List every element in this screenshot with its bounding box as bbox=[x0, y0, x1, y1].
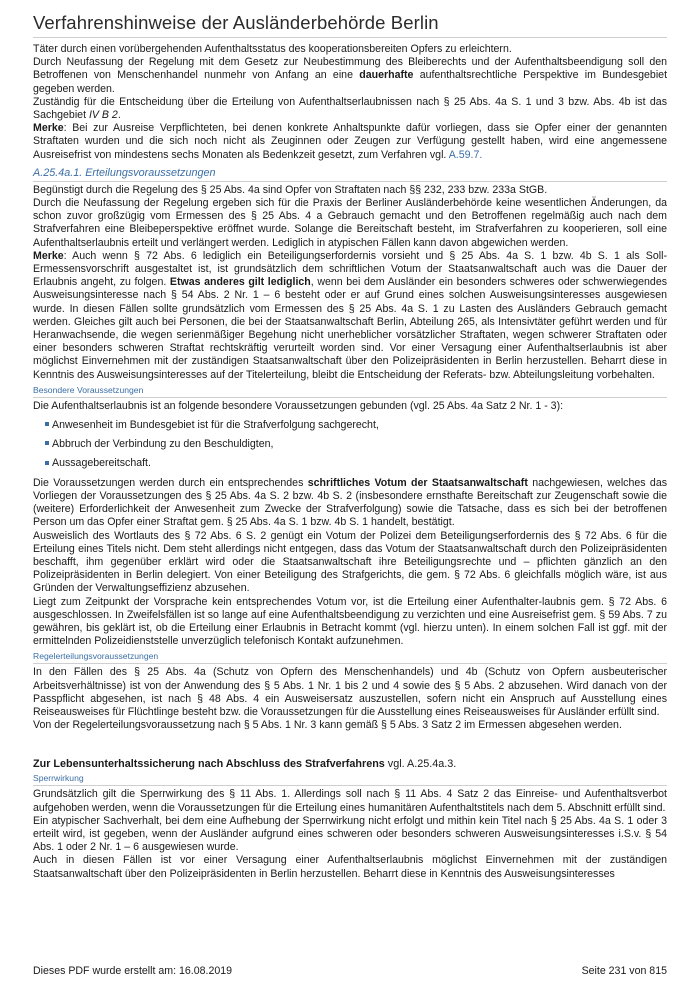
intro-paragraph-2: Durch Neufassung der Regelung mit dem Gesetz zur Neubestimmung des Bleiberechts und der Aufenthaltsbeendigung soll den Betroffenen von Menschenhandel nunmehr von Anfang an eine dauerhafte aufenthaltsrechtliche Perspektive im Bundesgebiet gegeben werden. bbox=[33, 56, 668, 95]
besondere-intro: Die Aufenthaltserlaubnis ist an folgende besondere Voraussetzungen gebunden (vgl. 25 Abs. 4a Satz 2 Nr. 1 - 3): bbox=[33, 399, 564, 412]
section1-paragraph-1: Begünstigt durch die Regelung des § 25 Abs. 4a sind Opfer von Straftaten nach §§ 232, 233 bzw. 233a StGB. bbox=[33, 183, 548, 196]
bullet-square-icon bbox=[45, 461, 49, 465]
subheading-regelerteilungsvoraussetzungen: Regelerteilungsvoraussetzungen bbox=[33, 651, 667, 664]
list-item: Aussagebereitschaft. bbox=[45, 457, 667, 470]
regel-paragraph-2: Von der Regelerteilungsvoraussetzung nach § 5 Abs. 1 Nr. 3 kann gemäß § 5 Abs. 3 Satz 2 im Ermessen abgesehen werden. bbox=[33, 719, 622, 732]
subheading-besondere-voraussetzungen: Besondere Voraussetzungen bbox=[33, 385, 667, 398]
section1-merke-paragraph: Merke: Auch wenn § 72 Abs. 6 lediglich ein Beteiligungserfordernis vorsieht und § 25 Abs. 4a S. 1 bzw. 4b S. 1 als Soll-Ermessensvorschrift ausgestaltet ist, ist grundsätzlich dem schriftlichen Votum der Staatsanwaltschaft auch was die Dauer der Erlaubnis angeht, zu folgen. Etwas anderes gilt lediglich, wenn bei dem Ausländer ein besonders schweres oder schwerwiegendes Ausweisungsinteresse nach § 54 Abs. 2 Nr. 1 – 6 besteht oder er auf Grund eines solchen Ausweisungsinteresses ausgewiesen wurde. In diesen Fällen sollte grundsätzlich vom Ermessen des § 25 Abs. 4a S. 1 zu Lasten des Ausländers Gebrauch gemacht werden. Gleiches gilt auch bei Personen, die bei der Staatsanwaltschaft Berlin, Abteilung 265, als Intensivtäter geführt werden und für Heranwachsende, die wegen serienmäßiger Begehung nicht unerheblicher vorsätzlicher Straftaten, wegen schwerer Straftaten oder einer besonders schweren Straftat rechtskräftig verurteilt worden sind. Vor einer Versagung einer Aufenthaltserlaubnis ist aber möglichst Einvernehmen mit der zuständigen Staatsanwaltschaft über den Polizeipräsidenten in Berlin herzustellen. Beharrt diese in Kenntnis des Ausweisungsinteresses auf der Titelerteilung, bleibt die Entscheidung der Referats- bzw. Abteilungsleitung vorbehalten. bbox=[33, 249, 668, 381]
ref-link-a59-7[interactable]: A.59.7. bbox=[448, 148, 483, 161]
besondere-paragraph-1: Die Voraussetzungen werden durch ein entsprechendes schriftliches Votum der Staatsanwaltschaft nachgewiesen, welches das Vorliegen der Voraussetzungen des § 25 Abs. 4a S. 2 bzw. 4b S. 2 (insbesondere ernsthafte Bereitschaft zur Zeugenschaft sowie die (weitere) Erforderlichkeit der Anwesenheit zum Zwecke der Strafverfolgung) sowie die Tatsache, dass es sich bei der betroffenen Person um das Opfer einer Straftat gem. § 25 Abs. 4a S. 1 bzw. 4b S. 1 handelt, bestätigt. bbox=[33, 476, 668, 529]
intro-paragraph-1: Täter durch einen vorübergehenden Aufenthaltsstatus des kooperationsbereiten Opfers zu erleichtern. bbox=[33, 43, 512, 55]
sperr-paragraph-3: Auch in diesen Fällen ist vor einer Versagung einer Aufenthaltserlaubnis möglichst Einvernehmen mit der zuständigen Staatsanwaltschaft über den Polizeipräsidenten in Berlin herzustellen. Beharrt diese in Kenntnis des Ausweisungsinteresses bbox=[33, 854, 667, 880]
heading-lebensunterhaltssicherung: Zur Lebensunterhaltssicherung nach Abschluss des Strafverfahrens vgl. A.25.4a.3. bbox=[33, 758, 457, 771]
list-item: Anwesenheit im Bundesgebiet ist für die Strafverfolgung sachgerecht, bbox=[45, 419, 667, 432]
page-footer bbox=[33, 965, 667, 977]
regel-paragraph-1: In den Fällen des § 25 Abs. 4a (Schutz von Opfern des Menschenhandels) und 4b (Schutz von Opfern ausbeuterischer Arbeitsverhältnisse) ist von der Anwendung des § 5 Abs. 1 Nr. 1 bis 2 und 4 sowie des § 5 Abs. 2 abzusehen. Wird danach von der Passpflicht abgesehen, ist nach § 48 Abs. 4 ein Ausweisersatz auszustellen, sofern nicht ein Anspruch auf Ausstellung eines Reiseausweises für Flüchtlinge besteht bzw. die Voraussetzungen für die Ausstellung eines Reiseausweises für Ausländer erfüllt sind. bbox=[33, 666, 667, 718]
section1-paragraph-2: Durch die Neufassung der Regelung ergeben sich für die Praxis der Berliner Ausländerbehörde keine wesentlichen Änderungen, da schon zuvor großzügig vom Ermessen des § 25 Abs. 4 a Gebrauch gemacht und den Betroffenen regelmäßig auch nach dem Strafverfahren eine Bleibeperspektive eröffnet wurde. Solange die Bereitschaft besteht, im Strafverfahren zu kooperieren, soll eine Aufenthaltserlaubnis erteilt und verlängert werden. Lediglich in atypischen Fällen kann davon abgewichen werden. bbox=[33, 197, 667, 249]
intro-paragraph-3: Zuständig für die Entscheidung über die Erteilung von Aufenthaltserlaubnissen nach § 25 Abs. 4a S. 1 und 3 bzw. Abs. 4b ist das Sachgebiet IV B 2. bbox=[33, 95, 667, 122]
bullet-square-icon bbox=[45, 441, 49, 445]
sperr-paragraph-2: Ein atypischer Sachverhalt, bei dem eine Aufhebung der Sperrwirkung nicht erfolgt und mithin kein Titel nach § 25 Abs. 4a S. 1 oder 3 erteilt wird, ist gegeben, wenn der Ausländer aufgrund eines schweren oder besonders schweren Ausweisungsinteresses i.S.v. § 54 Abs. 1 oder 2 Nr. 1 – 6 ausgewiesen wurde. bbox=[33, 814, 667, 854]
besondere-paragraph-3: Liegt zum Zeitpunkt der Vorsprache kein entsprechendes Votum vor, ist die Erteilung einer Aufenthalter-laubnis gem. § 72 Abs. 6 ausgeschlossen. In Zweifelsfällen ist so lange auf eine Aufenthaltsbeendigung zu verzichten und eine Ausreisefrist gem. § 59 Abs. 7 zu gewähren, bis geklärt ist, ob die Erteilung einer Erlaubnis in Betracht kommt (vgl. hierzu unten). In einem solchen Fall ist ggf. mit der ermittelnden Polizeidienststelle unverzüglich telefonisch Kontakt aufzunehmen. bbox=[33, 595, 667, 648]
intro-merke-paragraph: Merke: Bei zur Ausreise Verpflichteten, bei denen konkrete Anhaltspunkte dafür vorliegen, dass sie Opfer einer der genannten Straftaten wurden und die sich noch nicht als Zeuginnen oder Zeugen zur Verfügung gestellt haben, wird eine angemessene Ausreisefrist von mindestens sechs Monaten als Bedenkzeit gesetzt, zum Verfahren vgl. A.59.7. bbox=[33, 122, 667, 161]
footer-page-number: Seite 231 von 815 bbox=[581, 965, 667, 977]
page-title: Verfahrenshinweise der Ausländerbehörde Berlin bbox=[33, 0, 667, 38]
list-item: Abbruch der Verbindung zu den Beschuldigten, bbox=[45, 438, 667, 451]
document-page bbox=[33, 0, 667, 881]
sperr-paragraph-1: Grundsätzlich gilt die Sperrwirkung des § 11 Abs. 1. Allerdings soll nach § 11 Abs. 4 Satz 2 das Einreise- und Aufenthaltsverbot aufgehoben werden, wenn die Voraussetzungen für die Erteilung eines humanitären Aufenthaltstitels nach dem 5. Abschnitt erfüllt sind. bbox=[33, 788, 667, 814]
footer-created-date: Dieses PDF wurde erstellt am: 16.08.2019 bbox=[33, 965, 233, 977]
section-heading-erteilungsvoraussetzungen: A.25.4a.1. Erteilungsvoraussetzungen bbox=[33, 167, 667, 182]
bullet-square-icon bbox=[45, 422, 49, 426]
besondere-paragraph-2: Ausweislich des Wortlauts des § 72 Abs. 6 S. 2 genügt ein Votum der Polizei dem Beteiligungserfordernis des § 72 Abs. 6 für die Erteilung eines Titels nicht. Dem steht allerdings nicht entgegen, dass das Votum der Staatsanwaltschaft durch den Polizeipräsidenten beschafft, ihm gegenüber erklärt wird oder die Staatsanwaltschaft ihre Beteiligungsrechte und – pflichten gänzlich an den Polizeipräsidenten in Berlin delegiert. Von einer Beteiligung des Strafgerichts, die gem. § 72 Abs. 6 gleichfalls möglich wäre, ist aus Gründen der Verwaltungseffizienz abzusehen. bbox=[33, 529, 667, 595]
requirements-list bbox=[45, 419, 667, 471]
subheading-sperrwirkung: Sperrwirkung bbox=[33, 773, 667, 786]
